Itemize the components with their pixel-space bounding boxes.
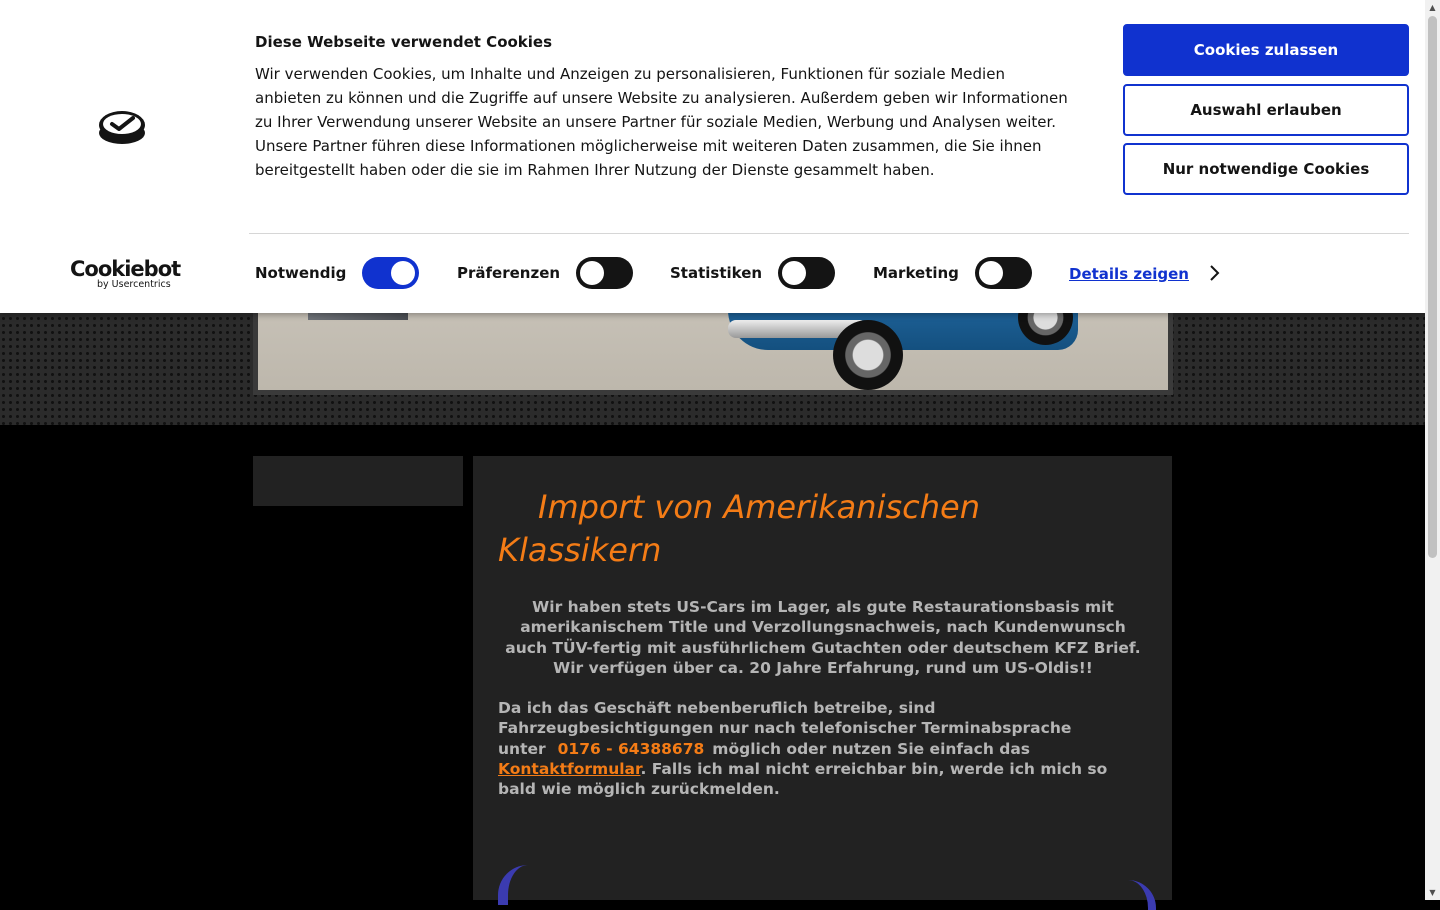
divider (249, 233, 1409, 234)
allow-selection-button[interactable]: Auswahl erlauben (1123, 84, 1409, 136)
cookie-banner-text: Wir verwenden Cookies, um Inhalte und Anzeigen zu personalisieren, Funktionen für soziale Medien anbieten zu können und die Zugriffe auf unsere Website zu analysieren. Außerdem geben wir Informationen zu Ihrer Verwendung unserer Website an unsere Partner für soziale Medien, Werbung und Analysen weiter. Unsere Partner führen diese Informationen möglicherweise mit weiteren Daten zusammen, die Sie ihnen bereitgestellt haben oder die sie im Rahmen Ihrer Nutzung der Dienste gesammelt haben. (255, 65, 1068, 179)
cookiebot-logo-icon (97, 108, 147, 146)
show-details-link[interactable]: Details zeigen (1069, 265, 1189, 283)
cookiebot-brand-logo: Cookiebot by Usercentrics (70, 257, 181, 290)
toggle-label-statistics: Statistiken (670, 264, 763, 282)
arrow-down-icon[interactable]: ▼ (1429, 888, 1436, 897)
toggle-label-marketing: Marketing (873, 264, 959, 282)
cookie-consent-banner (0, 0, 1425, 313)
sidebar-box (253, 456, 463, 506)
scrollbar[interactable] (1425, 0, 1440, 900)
toggle-statistics[interactable] (778, 257, 835, 289)
necessary-cookies-only-button[interactable]: Nur notwendige Cookies (1123, 143, 1409, 195)
phone-number[interactable]: 0176 - 64388678 (557, 739, 705, 758)
toggle-marketing[interactable] (975, 257, 1032, 289)
chevron-right-icon[interactable] (1206, 263, 1226, 283)
scrollbar-thumb[interactable] (1428, 16, 1437, 558)
page-title: Import von Amerikanischen Klassikern (498, 488, 980, 569)
contact-form-link[interactable]: Kontaktformular (498, 759, 641, 778)
cookie-banner-title: Diese Webseite verwendet Cookies (255, 33, 553, 51)
toggle-label-preferences: Präferenzen (457, 264, 561, 282)
intro-paragraph: Wir haben stets US-Cars im Lager, als gute Restaurationsbasis mit amerikanischem Title und Verzollungsnachweis, nach Kundenwunsch auch TÜV-fertig mit ausführlichem Gutachten oder deutschem KFZ Brief. Wir verfügen über ca. 20 Jahre Erfahrung, rund um US-Oldis!! (505, 598, 1141, 677)
toggle-necessary[interactable] (362, 257, 419, 289)
arrow-up-icon[interactable]: ▲ (1429, 3, 1436, 12)
allow-all-cookies-button[interactable]: Cookies zulassen (1123, 24, 1409, 76)
toggle-label-necessary: Notwendig (255, 264, 347, 282)
contact-paragraph: Da ich das Geschäft nebenberuflich betreibe, sind Fahrzeugbesichtigungen nur nach telefonischer Terminabsprache unter 0176 - 64388678 möglich oder nutzen Sie einfach das Kontaktformular. Falls ich mal nicht erreichbar bin, werde ich mich so bald wie möglich zurückmelden. (498, 699, 1108, 799)
toggle-preferences[interactable] (576, 257, 633, 289)
